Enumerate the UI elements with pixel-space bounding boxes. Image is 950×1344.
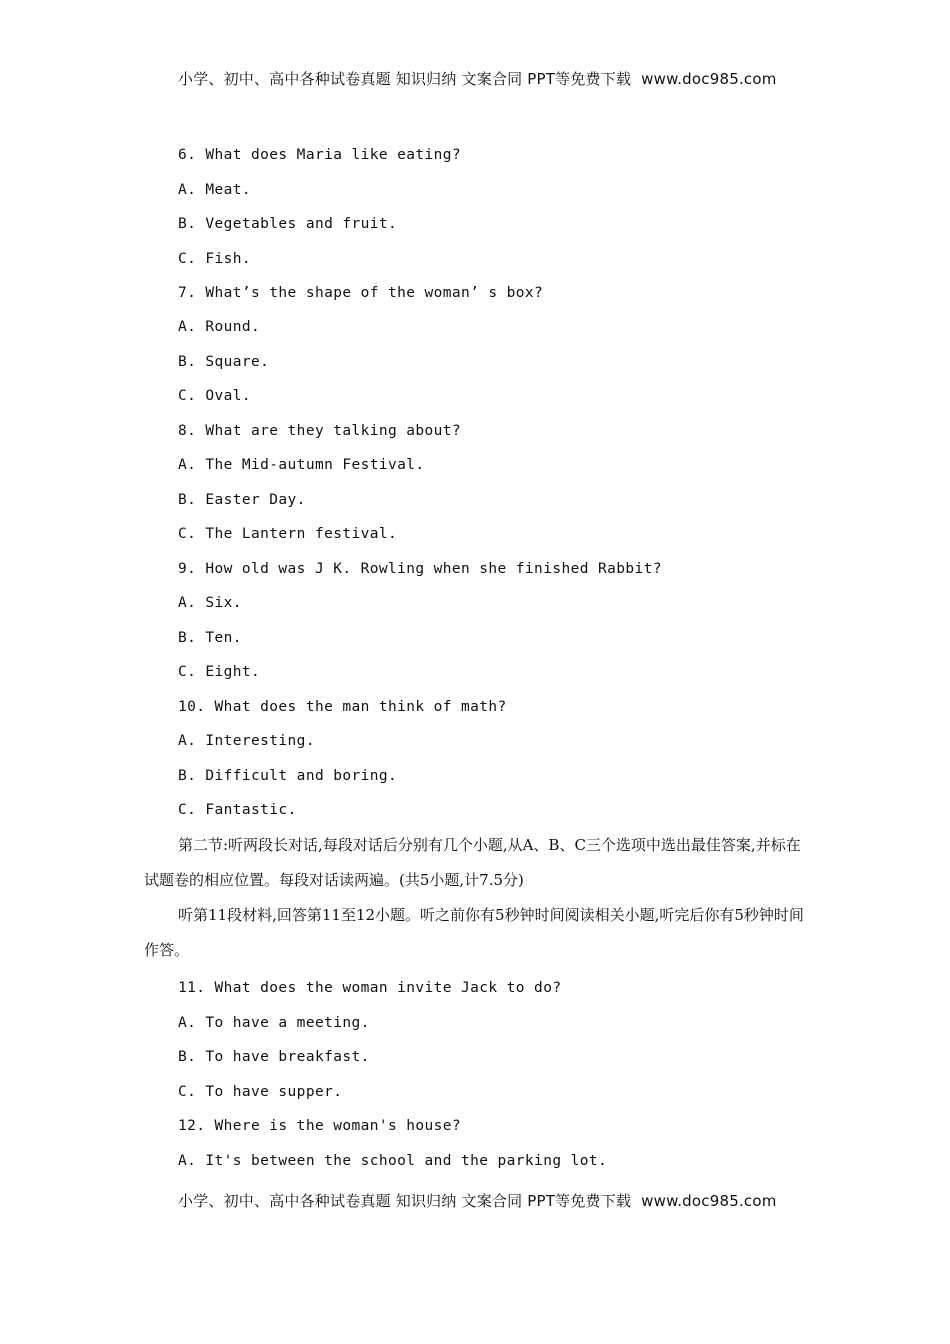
question-7: 7. What’s the shape of the woman’ s box? xyxy=(178,285,544,301)
question-8-option-a: A. The Mid-autumn Festival. xyxy=(178,457,425,473)
question-11: 11. What does the woman invite Jack to do? xyxy=(178,980,562,996)
passage-11-instructions: 听第11段材料,回答第11至12小题。听之前你有5秒钟时间阅读相关小题,听完后你有5秒钟时间作答。 xyxy=(144,906,804,959)
question-6-option-c: C. Fish. xyxy=(178,251,252,267)
question-9-option-b: B. Ten. xyxy=(178,630,242,646)
question-6-option-b: B. Vegetables and fruit. xyxy=(178,216,398,232)
question-10-option-b: B. Difficult and boring. xyxy=(178,768,398,784)
question-9-option-a: A. Six. xyxy=(178,595,242,611)
question-7-option-b: B. Square. xyxy=(178,354,270,370)
question-12-option-a: A. It's between the school and the parking lot. xyxy=(178,1153,608,1169)
footer-url[interactable]: www.doc985.com xyxy=(641,1192,777,1210)
page-header xyxy=(178,68,777,89)
header-text: 小学、初中、高中各种试卷真题 知识归纳 文案合同 PPT等免费下载 xyxy=(178,70,632,88)
question-8: 8. What are they talking about? xyxy=(178,423,462,439)
question-8-option-c: C. The Lantern festival. xyxy=(178,526,398,542)
question-10: 10. What does the man think of math? xyxy=(178,699,507,715)
section-2-intro: 第二节:听两段长对话,每段对话后分别有几个小题,从A、B、C三个选项中选出最佳答案,并标在试题卷的相应位置。每段对话读两遍。(共5小题,计7.5分) xyxy=(144,836,801,889)
page-footer xyxy=(178,1190,777,1211)
question-10-option-a: A. Interesting. xyxy=(178,733,315,749)
question-6-option-a: A. Meat. xyxy=(178,182,252,198)
question-8-option-b: B. Easter Day. xyxy=(178,492,306,508)
question-9-option-c: C. Eight. xyxy=(178,664,261,680)
question-11-option-b: B. To have breakfast. xyxy=(178,1049,370,1065)
question-12: 12. Where is the woman's house? xyxy=(178,1118,462,1134)
question-7-option-a: A. Round. xyxy=(178,319,261,335)
header-url[interactable]: www.doc985.com xyxy=(641,70,777,88)
question-9: 9. How old was J K. Rowling when she finished Rabbit? xyxy=(178,561,662,577)
question-11-option-a: A. To have a meeting. xyxy=(178,1015,370,1031)
footer-text: 小学、初中、高中各种试卷真题 知识归纳 文案合同 PPT等免费下载 xyxy=(178,1192,632,1210)
question-6: 6. What does Maria like eating? xyxy=(178,147,462,163)
question-11-option-c: C. To have supper. xyxy=(178,1084,343,1100)
question-10-option-c: C. Fantastic. xyxy=(178,802,297,818)
question-7-option-c: C. Oval. xyxy=(178,388,252,404)
